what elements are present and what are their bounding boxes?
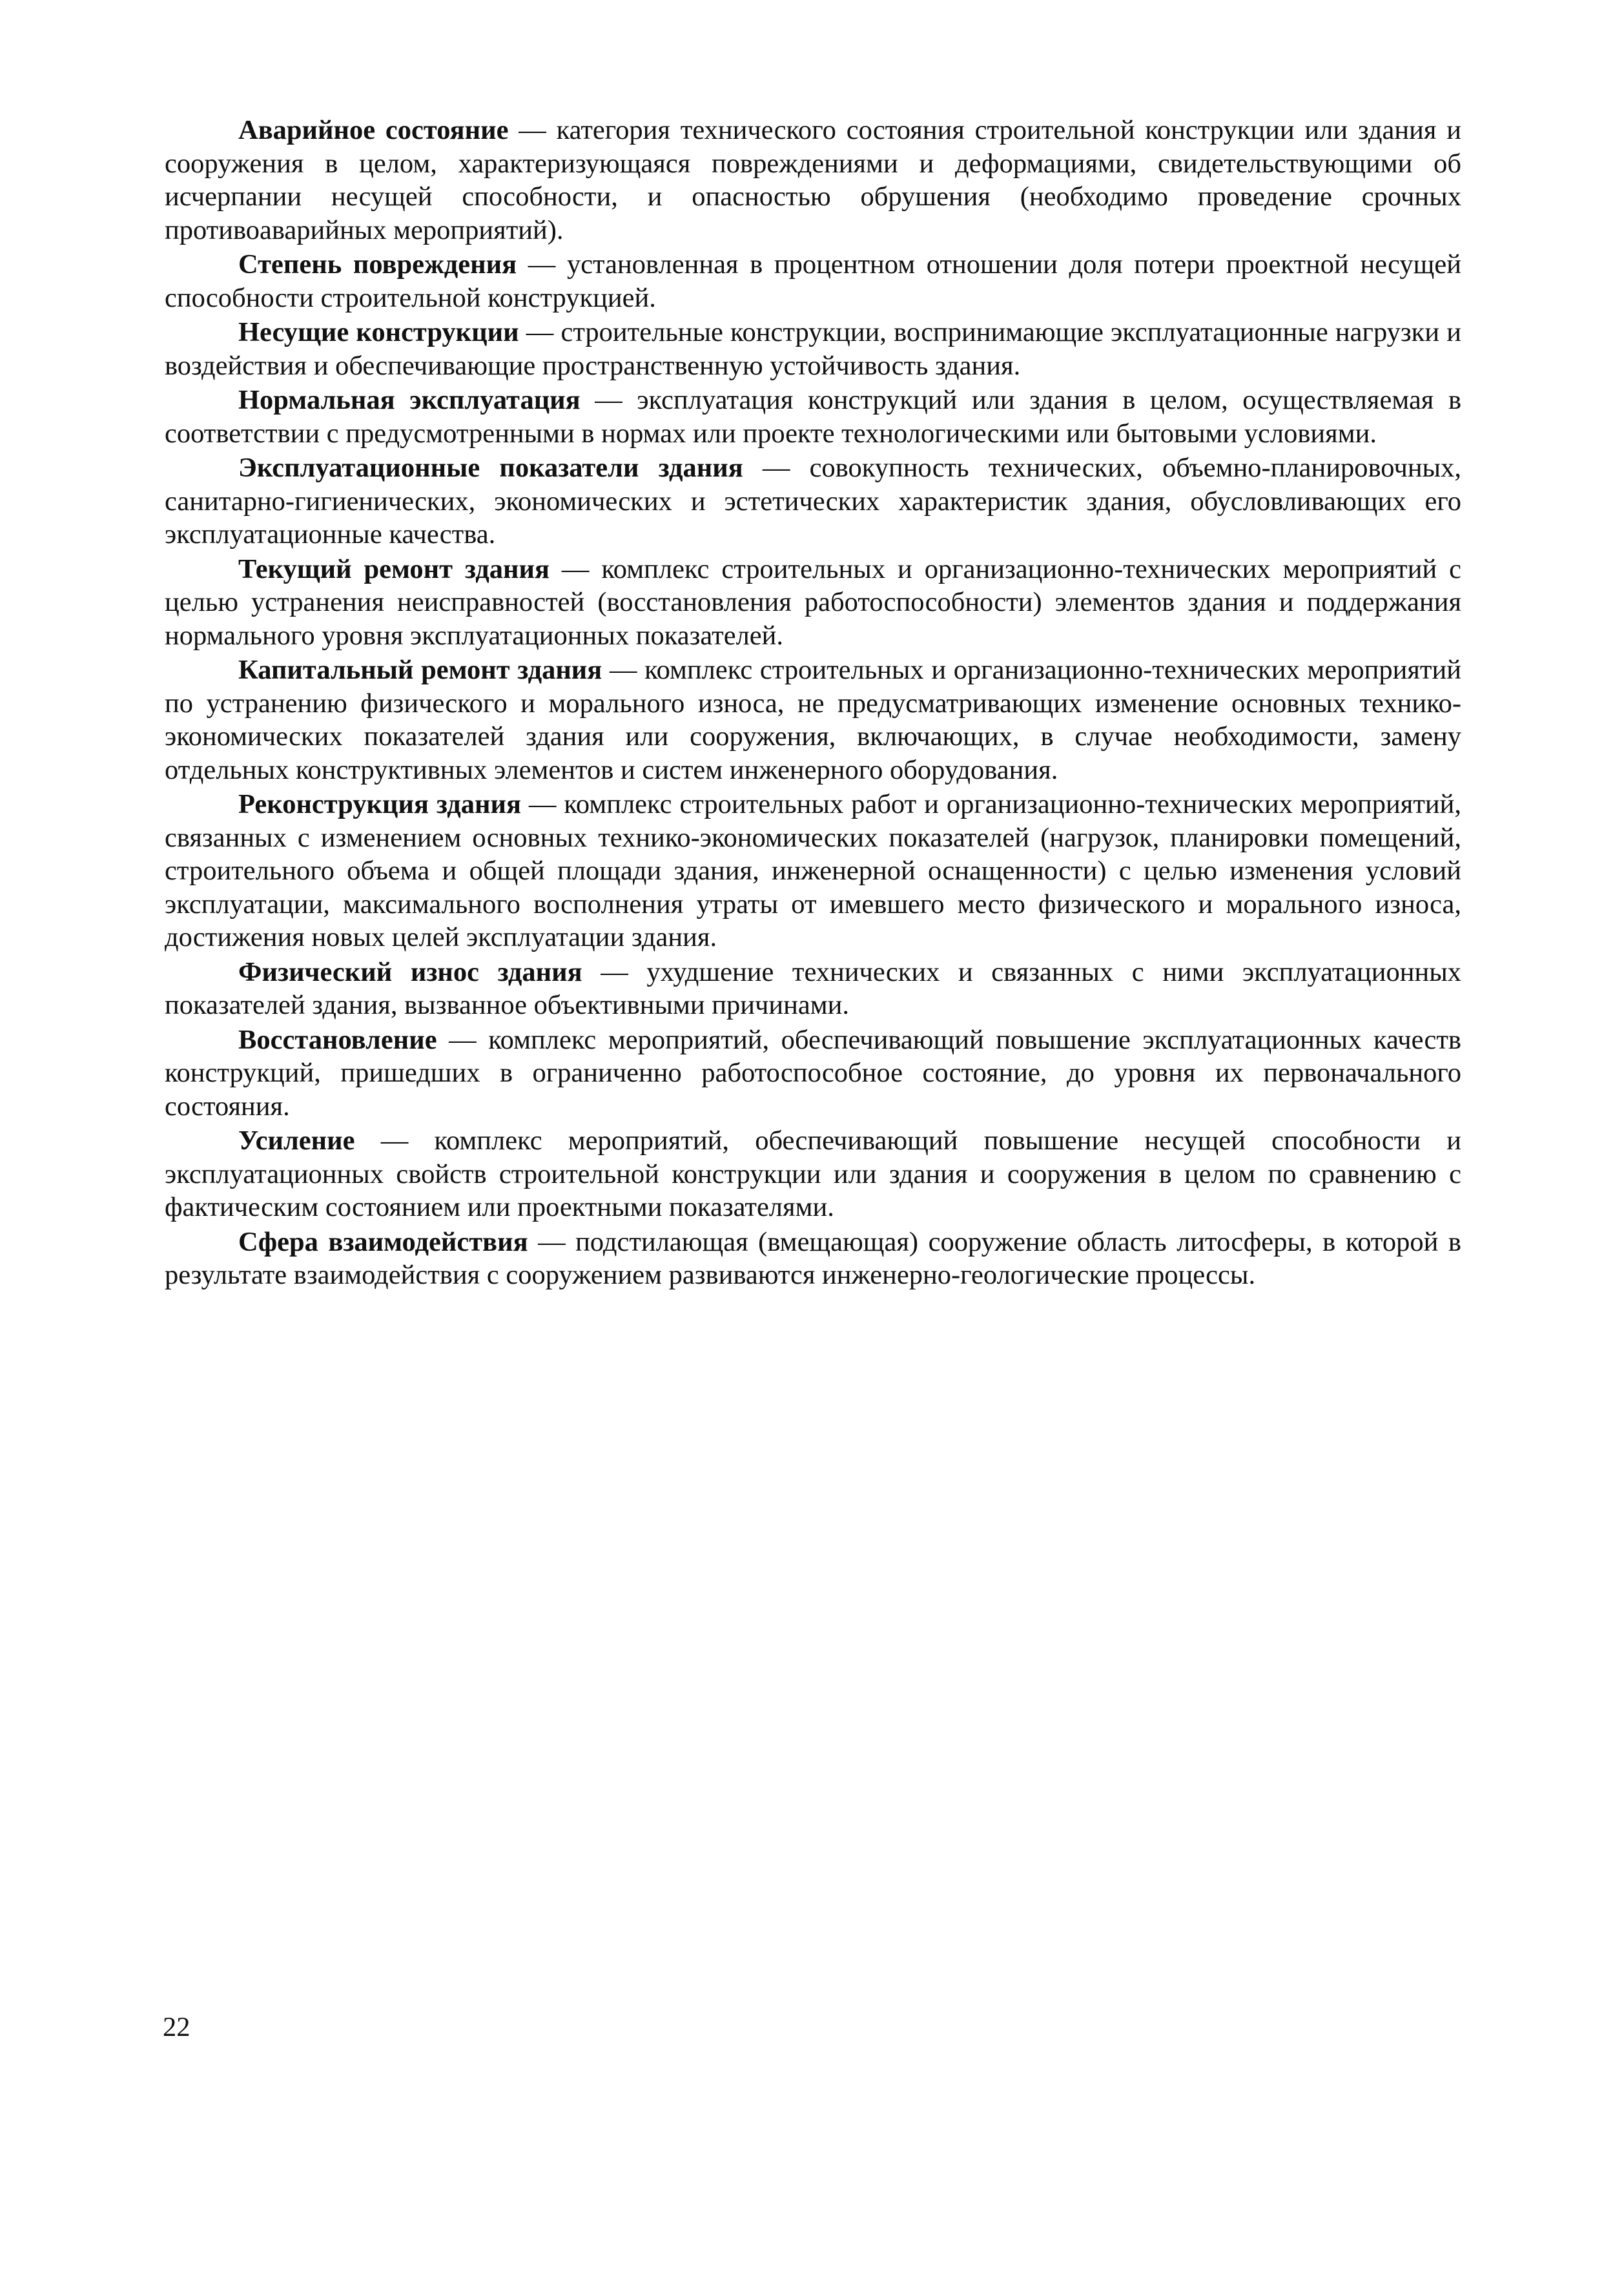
term-label: Аварийное состояние: [238, 115, 509, 145]
term-label: Восстановление: [238, 1024, 437, 1055]
term-label: Сфера взаимодействия: [238, 1226, 528, 1257]
definition-text: — категория технического состояния строительной конструкции или здания и сооружения в целом, характеризующаяся повреждениями и деформациями, свидетельствующими об исчерпании несущей способности, и опасностью обрушения (необходимо проведение срочных противоаварийных мероприятий).: [165, 115, 1462, 245]
definition-text: — совокупность технических, объемно-планировочных, санитарно-гигиенических, экономических и эстетических характеристик здания, обусловливающих его эксплуатационные качества.: [165, 453, 1461, 549]
definition-text: — комплекс мероприятий, обеспечивающий повышение эксплуатационных качеств конструкций, пришедших в ограниченно работоспособное состояние, до уровня их первоначального состояния.: [165, 1024, 1461, 1122]
definition-reconstruction: [165, 788, 1461, 954]
definition-text: — комплекс строительных работ и организационно-технических мероприятий, связанных с изменением основных технико-экономических показателей (нагрузок, планировки помещений, строительного объема и общей площади здания, инженерной оснащенности) с целью изменения условий эксплуатации, максимального восполнения утраты от имевшего место физического и морального износа, достижения новых целей эксплуатации здания.: [165, 789, 1462, 952]
definition-normal-operation: [165, 384, 1461, 450]
term-label: Усиление: [238, 1125, 355, 1156]
term-label: Капитальный ремонт здания: [238, 655, 602, 685]
page-number: 22: [163, 2012, 190, 2042]
definition-text: — эксплуатация конструкций или здания в целом, осуществляемая в соответствии с предусмотренными в нормах или проекте технологическими или бытовыми условиями.: [165, 385, 1462, 449]
definition-load-bearing-structures: [165, 316, 1461, 382]
definition-text: — комплекс мероприятий, обеспечивающий повышение несущей способности и эксплуатационных свойств строительной конструкции или здания и сооружения в целом по сравнению с фактическим состоянием или проектными показателями.: [165, 1125, 1461, 1222]
term-label: Несущие конструкции: [238, 317, 519, 347]
term-label: Текущий ремонт здания: [238, 553, 550, 584]
definition-current-repair: [165, 553, 1461, 653]
term-label: Нормальная эксплуатация: [238, 385, 581, 415]
definition-text: — строительные конструкции, воспринимающие эксплуатационные нагрузки и воздействия и обеспечивающие пространственную устойчивость здания.: [165, 317, 1461, 381]
definition-text: — ухудшение технических и связанных с ними эксплуатационных показателей здания, вызванное объективными причинами.: [165, 956, 1461, 1020]
definition-restoration: [165, 1023, 1461, 1124]
term-label: Физический износ здания: [238, 956, 582, 987]
definitions-body: [165, 114, 1461, 1293]
definition-text: — установленная в процентном отношении доля потери проектной несущей способности строительной конструкцией.: [165, 249, 1461, 313]
term-label: Степень повреждения: [238, 249, 517, 280]
definition-capital-repair: [165, 653, 1461, 786]
definition-text: — подстилающая (вмещающая) сооружение область литосферы, в которой в результате взаимодействия с сооружением развиваются инженерно-геологические процессы.: [165, 1226, 1461, 1290]
definition-strengthening: [165, 1124, 1461, 1224]
definition-text: — комплекс строительных и организационно-технических мероприятий по устранению физического и морального износа, не предусматривающих изменение основных технико-экономических показателей здания или сооружения, включающих, в случае необходимости, замену отдельных конструктивных элементов и систем инженерного оборудования.: [165, 655, 1461, 785]
definition-physical-wear: [165, 956, 1461, 1022]
definition-damage-degree: [165, 248, 1461, 314]
definition-operational-indicators: [165, 451, 1461, 551]
definition-interaction-sphere: [165, 1226, 1461, 1292]
term-label: Эксплуатационные показатели здания: [238, 453, 743, 483]
term-label: Реконструкция здания: [238, 789, 521, 819]
definition-text: — комплекс строительных и организационно-технических мероприятий с целью устранения неисправностей (восстановления работоспособности) элементов здания и поддержания нормального уровня эксплуатационных показателей.: [165, 553, 1461, 651]
definition-emergency-state: [165, 114, 1461, 247]
